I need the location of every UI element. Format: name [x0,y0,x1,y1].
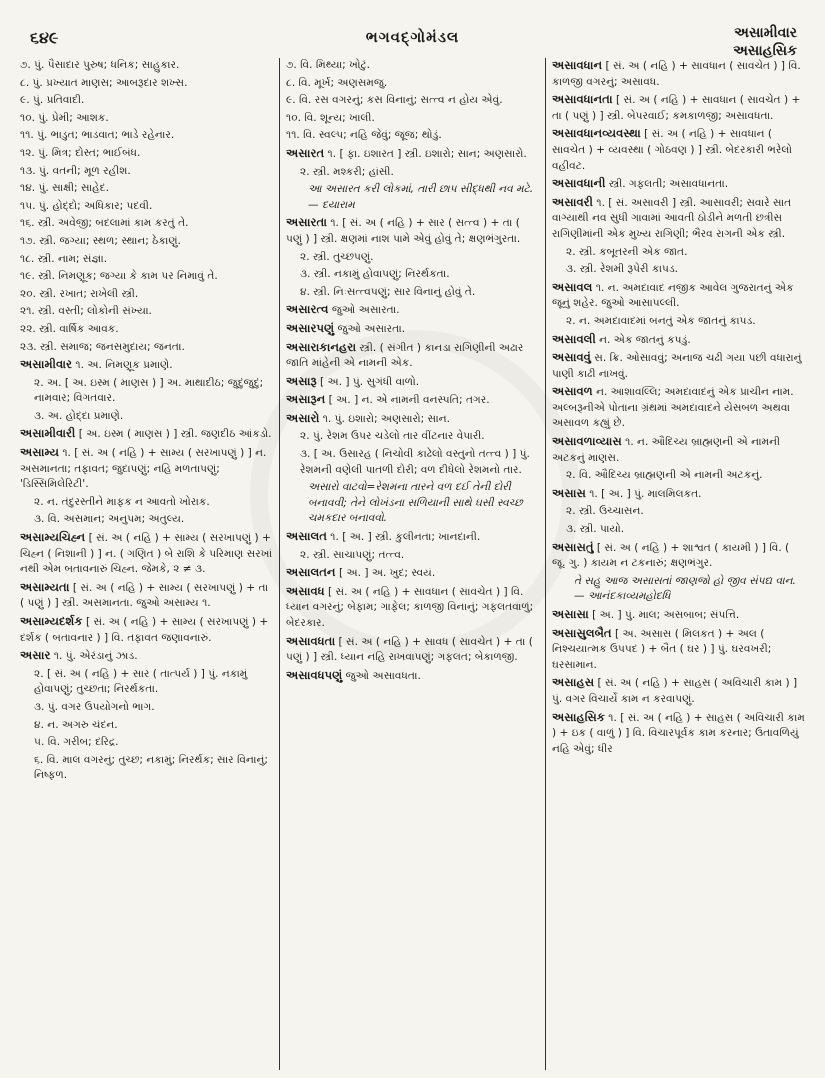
headword: અસાવધતા [286,633,336,648]
definition-text: ૨૨. સ્ત્રી. વાર્ષિક આવક. [20,322,119,335]
headword: અસાવધ [286,583,325,598]
definition-text: ૪. સ્ત્રી. નિઃસત્ત્વપણું; સાર વિનાનું હોવું તે. [300,285,476,298]
definition-text: [ અ. ઇસ્મ ( માણસ ) ] સ્ત્રી. જણદીઠ આંકડો. [78,428,272,441]
entry-headword-line [552,58,805,90]
definition-text: ૧૪. પું. સાક્ષી; સાહેદ. [20,182,109,195]
entry-headword-line [552,540,805,572]
definition-text: [ સં. અ ( નહિ ) + સામ્ય ( સરખાપણું ) + તા ( પણું ) ] સ્ત્રી. અસમાનતા. જુઓ અસામ્ય ૧. [20,581,269,610]
headword: અસાવલ [552,279,593,294]
column-left [14,58,279,1070]
definition-text: ૧. પું. એરંડાનું ઝાડ. [53,650,138,663]
entry-sense-line [20,495,273,511]
entry-sense-line [20,340,273,356]
definition-text: ૧. [ અ. ] પું. માલમિલકત. [589,487,702,500]
definition-text: [ સં. અ ( નહિ ) + શાશ્વત ( કાયમી ) ] વિ. ( જૂ. ગુ. ) કાયમ ન ટકનારું; ક્ષણભંગુર. [552,541,790,570]
entry-sense-line [20,234,273,250]
headword: અસામીવાર [20,357,73,372]
definition-text: ૨૦. સ્ત્રી. રખાત; રાખેલી સ્ત્રી. [20,287,139,300]
entry-headword-line [552,607,805,624]
entry-sense-line [20,409,273,425]
entry-headword-line [286,374,539,391]
headword: અસાસ [552,485,586,500]
entry-sense-line [20,216,273,232]
headword: અસામ્યતા [20,579,70,594]
entry-sense-line [20,93,273,109]
page-number: ૬૪૯ [30,28,59,47]
definition-text: ન. એક જાતનું કપડું. [599,333,691,346]
column-right [545,58,811,1070]
entry-sense-line [286,111,539,127]
definition-text: ૨. [ સં. અ ( નહિ ) + સાર ( તાત્પર્ય ) ] પું. નકામું હોવાપણું; તુચ્છતા; નિરર્થકતા. [34,667,248,696]
entry-sense-line [20,718,273,734]
definition-text: ૨. સ્ત્રી. ઉચ્ચાસન. [566,505,644,518]
definition-text: ૧૮. સ્ત્રી. નામ; સંજ્ઞા. [20,252,108,265]
entry-sense-line [286,165,539,181]
entry-headword-line [286,146,539,163]
entry-sense-line [286,128,539,144]
definition-text: ૧. ન. અમદાવાદ નજીક આવેલ ગુજરાતનું એક જૂનું શહેર. જુઓ આસાપલ્લી. [552,281,794,310]
definition-text: જુઓ અસારતા. [337,322,406,335]
page-header [14,0,811,58]
definition-text: ૩. વિ. અસમાન; અનુપમ; અતુલ્ય. [34,513,185,526]
definition-text: ૧૦. વિ. શૂન્ય; ખાલી. [286,111,375,124]
entry-sense-line [552,314,805,330]
headword: અસાવળ [552,384,593,399]
headword: અસાવળાવ્યાસ [552,434,622,449]
definition-text: [ સં. અ ( નહિ ) + સાવધાન ( સાવચેત ) ] વિ. ધ્યાન વગરનું; બેફામ; ગાફેલ; કાળજી વિનાનું; ગફલતવાળું; બેદરકાર. [286,585,534,629]
entry-headword-line [552,626,805,674]
definition-text: ૨. સ્ત્રી. મશ્કરી; હાંસી. [300,165,394,178]
page-title: ભગવદ્ગોમંડલ [365,28,460,46]
headword: અસાલત [286,529,327,544]
entry-sense-line [20,667,273,698]
entry-sense-line [286,447,539,478]
definition-text: ૨. અ. [ અ. ઇસ્મ ( માણસ ) ] અ. માથાદીઠ; જુદુંજુદું; નામવાર; વિગતવાર. [34,376,264,405]
definition-text: ૫. વિ. ગરીબ; દરિદ્ર. [34,736,119,749]
definition-text: તે સહુ આજ અસાસતાં જાણજો હો જીવ સંપદ્ય વાન. — આનંદકાવ્યમહોદધિ [574,574,796,603]
headword: અસારપણું [286,320,335,335]
definition-text: સ્ત્રી. ગફલતી; અસાવધાનતા. [608,178,729,191]
entry-headword-line [20,614,273,646]
guide-words [733,24,797,60]
definition-text: ૧. [ સં. અસાવરી ] સ્ત્રી. આસાવરી; સવારે સાત વાગ્યાથી નવ સુધી ગાવામાં આવતી ઠોડીને મળતી છત્રીસ રાગિણીમાંની એક મુખ્ય રાગિણી; ભૈરવ રાગની એક સ્ત્રી. [552,196,792,240]
headword: અસામ્યદર્શક [20,614,83,628]
definition-text: ૧૦. પું. પ્રેમી; આશક. [20,111,109,124]
definition-text: ૪. ન. અગરુ ચંદન. [34,718,118,731]
entry-headword-line [552,126,805,174]
entry-sense-line [20,753,273,784]
definition-text: ૭. વિ. મિથ્યા; ખોટું. [286,59,371,71]
entry-headword-line [552,92,805,124]
columns-container [14,58,811,1070]
headword: અસાવધાની [552,176,606,191]
entry-sense-line [20,735,273,751]
definition-text: [ સં. અ ( નહિ ) + સાવધાન ( સાવચેત ) + વ્યવસ્થા ( ગોઠવણ ) ] સ્ત્રી. બેદરકારી ભરેલો વહીવટ. [552,128,792,172]
entry-sense-line [20,146,273,162]
headword: અસાવરી [552,194,593,209]
entry-sense-line [20,512,273,528]
definition-text: ૧. ન. ઔદિચ્ય બ્રાહ્મણની એ નામની અટકનું માણસ. [552,436,781,464]
headword: અસાહસ [552,675,595,690]
definition-text: ૨. પું. રેશમ ઉપર ચડેલો તાર વીંટનાર વેપારી. [300,430,485,443]
definition-text: ૯. વિ. રસ વગરનું; કસ વિનાનું; સત્ત્વ ન હોય એવું. [286,94,503,107]
headword: અસારાકાનહરા [286,339,357,354]
definition-text: [ સં. અ ( નહિ ) + સામ્ય ( સરખાપણું ) + ચિહ્ન ( નિશાની ) ] ન. ( ગણિત ) બે રાશિ કે પરિમાણ સરખાં નથી એમ બતાવનારું ચિહ્ન. જેમકે, ૨ ≠ ૩. [20,532,273,576]
definition-text: ૩. સ્ત્રી. પાયો. [566,523,625,536]
definition-text: ૨૧. સ્ત્રી. વસ્તી; લોકોની સંખ્યા. [20,305,152,318]
definition-text: જુઓ અસારતા. [331,304,400,317]
definition-text: ૨૩. સ્ત્રી. સમાજ; જનસમુદાય; જનતા. [20,340,185,353]
entry-sense-line [286,250,539,266]
entry-sense-line [20,376,273,407]
definition-text: [ અ. ] પું. સુગંધી વાળો. [320,375,420,388]
definition-text: ૧. [ સં. અ ( નહિ ) + સાહસ ( અવિચારી કામ ) + ઇક ( વાળું ) ] વિ. વિચારપૂર્વક કામ કરનાર; ઉતાવળિયું નહિ એવું; ધીર [552,711,805,755]
entry-headword-line [20,445,273,493]
definition-text: ૯. પું. પ્રતિવાદી. [20,94,85,107]
entry-headword-line [552,710,805,758]
headword: અસાલતન [286,565,336,580]
definition-text: જુઓ અસાવધતા. [345,669,421,682]
headword: અસાસતું [552,539,594,554]
entry-sense-line [20,269,273,285]
definition-text: ૧૨. પું. મિત્ર; દોસ્ત; ભાઈબંધ. [20,146,141,159]
entry-quotation [286,480,539,527]
definition-text: ૧૬. સ્ત્રી. અવેજી; બદલામાં કામ કરતું તે. [20,217,189,230]
definition-text: ૨. સ્ત્રી. તુચ્છપણું. [300,250,374,263]
definition-text: ૭. પું. પૈસાદાર પુરુષ; ધનિક; સાહુકાર. [20,59,180,71]
headword: અસારૂન [286,392,326,407]
definition-text: ન. આશાવલ્લિ; અમદાવાદનું એક પ્રાચીન નામ. અલ્બરૂનીએ પોતાના ગ્રંથમાં અમદાવાદને યેસબળ અથવા અસાવળ કહ્યું છે. [552,386,794,430]
entry-sense-line [20,252,273,268]
entry-headword-line [552,434,805,466]
headword: અસાવલી [552,331,596,346]
headword: અસારત્વ [286,302,329,317]
entry-sense-line [286,285,539,301]
entry-headword-line [286,634,539,666]
entry-quotation [552,574,805,605]
definition-text: ૮. વિ. મૂર્ખ; અણસમજુ. [286,76,388,89]
entry-headword-line [20,648,273,665]
definition-text: ૧૫. પું. હોદ્દો; અધિકાર; પદવી. [20,199,153,212]
entry-sense-line [20,322,273,338]
entry-sense-line [20,304,273,320]
entry-sense-line [286,548,539,564]
entry-headword-line [552,384,805,432]
headword: અસારત [286,145,325,160]
entry-headword-line [552,332,805,349]
definition-text: ૬. વિ. માલ વગરનું; તુચ્છ; નકામું; નિરર્થક; સાર વિનાનું; નિષ્ફળ. [34,753,268,782]
entry-headword-line [552,486,805,503]
column-middle [279,58,545,1070]
entry-sense-line [286,429,539,445]
headword: અસારતા [286,215,327,230]
definition-text: ૧. અ. નિમણૂક પ્રમાણે. [75,359,173,372]
definition-text: [ અ. અસાસ ( મિલકત ) + અલ ( નિશ્ચયાત્મક ઉપપદ ) + બૈત ( ઘર ) ] પું. ઘરવખરી; ઘરસામાન. [552,627,772,671]
definition-text: ૧૩. પું. વતની; મૂળ રહીશ. [20,164,131,177]
definition-text: [ સં. અ ( નહિ ) + સાવધાન ( સાવચેત ) + તા ( પણું ) ] સ્ત્રી. બેપરવાઈ; કમકાળજી; અસાવધતા. [552,94,801,122]
definition-text: ૨. ન. તંદુરસ્તીને માફક ન આવતો ખોરાક. [34,495,210,508]
definition-text: [ સં. અ ( નહિ ) + સાવધ ( સાવચેત ) + તા ( પણું ) ] સ્ત્રી. ધ્યાન નહિ રાખવાપણું; ગફલત; બેકાળજી. [286,635,533,664]
headword: અસારૂ [286,373,317,388]
definition-text: [ અ. ] ન. એ નામની વનસ્પતિ; તગર. [328,394,490,407]
headword: અસામીવારી [20,426,76,441]
definition-text: ૧૧. પું. ભાડુત; ભાડવાત; ભાડે રહેનાર. [20,129,175,142]
headword: અસાસુલબૈત [552,625,612,640]
entry-headword-line [286,529,539,546]
entry-headword-line [552,675,805,707]
entry-headword-line [286,215,539,247]
definition-text: ૨. સ્ત્રી. સાચાપણું; તત્ત્વ. [300,548,405,561]
entry-headword-line [286,302,539,319]
definition-text: ૮. પું. પ્રખ્યાત માણસ; આબરૂદાર શખ્સ. [20,76,188,89]
entry-sense-line [20,76,273,92]
entry-sense-line [286,267,539,283]
definition-text: ૨. ન. અમદાવાદમાં બનતું એક જાતનું કાપડ. [566,314,756,327]
entry-headword-line [286,392,539,409]
definition-text: સ. ક્રિ. ઓસાવવું; અનાજ ચઢી ગયા પછી વધારાનું પાણી કાઢી નાખવું. [552,352,802,380]
headword: અસાસા [552,607,589,621]
entry-headword-line [552,195,805,243]
entry-sense-line [552,245,805,261]
headword: અસાવધાન [552,58,603,72]
definition-text: અસારો વાટવો=રેશમના તારને વળ દઈ તેની દોરી બનાવવી; તેને લોખંડના સળિયાની સાથે ઘસી સ્વચ્છ ચમકદાર બનાવવો. [308,481,523,525]
definition-text: ૩. સ્ત્રી. રેશમી રૂપેરી કાપડ. [566,263,679,276]
entry-headword-line [20,530,273,578]
entry-sense-line [20,58,273,74]
definition-text: [ અ. ] અ. ખુદ; સ્વયં. [338,567,436,580]
headword: અસાવધપણું [286,667,343,682]
headword: અસાવવું [552,350,591,365]
definition-text: ૩. પું. વગર ઉપયોગનો ભાગ. [34,700,155,713]
entry-sense-line [286,58,539,74]
entry-sense-line [20,164,273,180]
definition-text: ૧. [ સં. અ ( નહિ ) + સાર ( સત્ત્વ ) + તા ( પણું ) ] સ્ત્રી. ક્ષણમાં નાશ પામે એવું હોવું તે; ક્ષણભંગુરતા. [286,217,521,245]
definition-text: ૧. [ ફા. ઇશારત ] સ્ત્રી. ઇશારો; સાન; અણસારો. [327,147,527,160]
entry-sense-line [552,468,805,484]
entry-headword-line [20,357,273,374]
entry-headword-line [286,340,539,372]
guide-word-first: અસામીવાર [734,25,797,41]
entry-headword-line [20,426,273,443]
definition-text: ૨. વિ. ઔદિચ્ય બ્રાહ્મણની એ નામની અટકનું. [566,469,763,482]
entry-sense-line [20,700,273,716]
entry-headword-line [286,321,539,338]
headword: અસામ્યચિહ્ન [20,530,86,545]
definition-text: ૧. પું. ઇશારો; અણસારો; સાન. [322,412,450,425]
definition-text: [ સં. અ ( નહિ ) + સાહસ ( અવિચારી કામ ) ] પું. વગર વિચાર્યે કામ ન કરવાપણું. [552,677,798,705]
definition-text: આ અસારત કરી લોકમાં, તારી છાપ સીદ્ધથી નવ મટે. — દયારામ [308,183,534,211]
definition-text: ૨. સ્ત્રી. કબૂતરની એક જાત. [566,245,688,258]
entry-sense-line [20,111,273,127]
definition-text: ૧૭. સ્ત્રી. જગ્યા; સ્થળ; સ્થાન; ઠેકાણું. [20,234,181,247]
definition-text: [ અ. ] પું. માલ; અસબાબ; સંપત્તિ. [592,609,740,621]
entry-headword-line [552,176,805,193]
definition-text: ૩. સ્ત્રી. નકામું હોવાપણું; નિરર્થકતા. [300,268,450,281]
guide-word-last: અસાહસિક [733,43,797,59]
entry-sense-line [286,76,539,92]
entry-headword-line [286,411,539,428]
entry-headword-line [552,350,805,382]
entry-headword-line [20,580,273,612]
headword: અસારો [286,410,320,425]
headword: અસાવધાનતા [552,92,613,107]
entry-sense-line [552,522,805,538]
entry-quotation [286,182,539,213]
headword: અસાવધાનવ્યવસ્થા [552,126,641,141]
entry-headword-line [552,280,805,312]
headword: અસાહસિક [552,709,605,724]
definition-text: ૩. અ. હોદ્દા પ્રમાણે. [34,409,124,422]
headword: અસાર [20,648,51,663]
entry-sense-line [20,128,273,144]
definition-text: [ સં. અ ( નહિ ) + સામ્ય ( સરખાપણું ) + દર્શક ( બતાવનાર ) ] વિ. તફાવત જણાવનારું. [20,616,269,644]
headword: અસામ્ય [20,445,59,460]
entry-sense-line [552,262,805,278]
definition-text: ૧૧. વિ. સ્વલ્પ; નહિ જેવું; જૂજ; થોડું. [286,129,442,142]
definition-text: ૩. [ અ. ઉસારહ ( નિચોવી કાઢેલો વસ્તુનો તત્ત્વ ) ] પું. રેશમની વણેલી પાતળી દોરી; વળ દીધેલો રેશમનો તાર. [300,448,530,476]
entry-sense-line [20,199,273,215]
entry-sense-line [20,287,273,303]
definition-text: ૧. [ સં. અ ( નહિ ) + સામ્ય ( સરખાપણું ) ] ન. અસમાનતા; તફાવત; જુદાપણું; નહિ મળતાપણું; 'ડિસ્સિમિલેરિટી'. [20,447,267,491]
definition-text: ૧. [ અ. ] સ્ત્રી. કુલીનતા; ખાનદાની. [330,531,481,544]
definition-text: [ સં. અ ( નહિ ) + સાવધાન ( સાવચેત ) ] વિ. કાળજી વગરનું; અસાવધ. [552,60,801,88]
entry-sense-line [20,181,273,197]
entry-sense-line [286,93,539,109]
entry-headword-line [286,584,539,632]
entry-sense-line [552,504,805,520]
entry-headword-line [286,565,539,582]
entry-headword-line [286,668,539,685]
definition-text: ૧૯. સ્ત્રી. નિમણૂક; જગ્યા કે કામ પર નિમાવું તે. [20,270,218,283]
definition-text: સ્ત્રી. ( સંગીત ) કાનડા રાગિણીની અઢાર જાતિ માંહેની એ નામની એક. [286,341,524,370]
